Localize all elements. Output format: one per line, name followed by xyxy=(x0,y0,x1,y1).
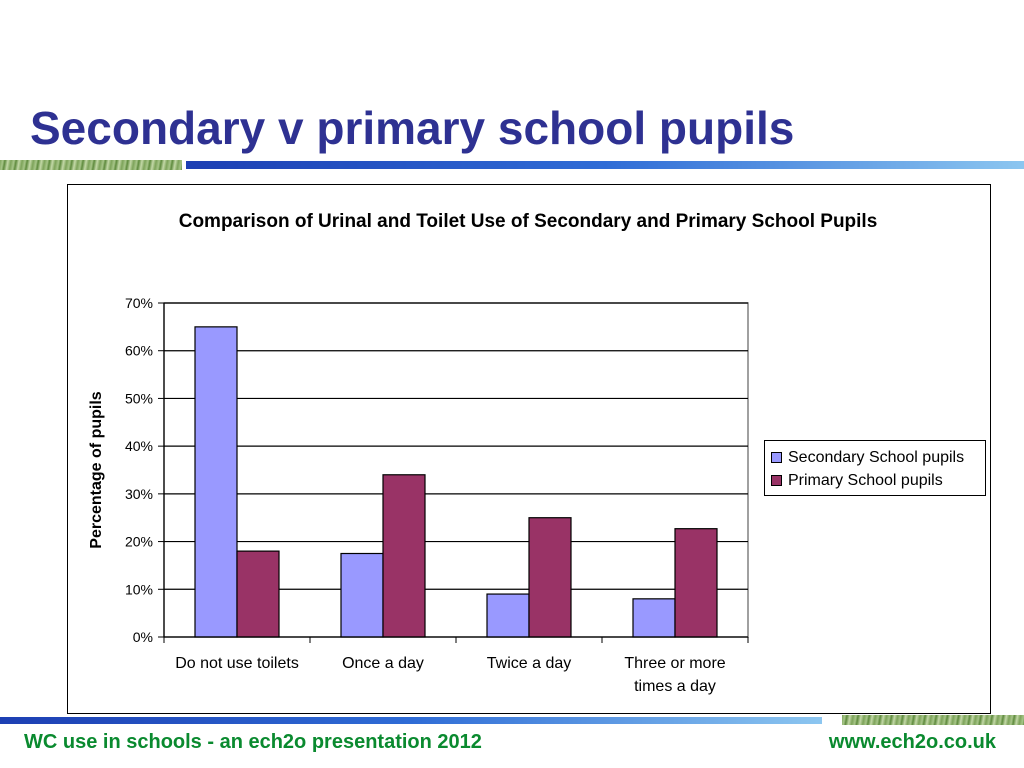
footer-presentation-title: WC use in schools - an ech2o presentation 2012 xyxy=(24,731,482,753)
footer-divider-band xyxy=(0,717,1024,725)
y-tick-label: 30% xyxy=(124,485,153,502)
footer-website: www.ech2o.co.uk xyxy=(828,731,996,753)
x-tick-label-line: Do not use toilets xyxy=(175,655,299,672)
x-tick-label xyxy=(342,655,424,672)
x-tick-label-line: Three or more xyxy=(624,655,726,672)
y-tick-label: 60% xyxy=(124,342,153,359)
y-tick-label: 0% xyxy=(132,629,153,645)
bar-primary xyxy=(383,475,425,637)
x-tick-label xyxy=(487,655,571,672)
legend-swatch-secondary xyxy=(771,452,782,463)
y-tick-label: 10% xyxy=(124,581,153,598)
legend-item-secondary xyxy=(771,446,985,469)
blue-stripe-top xyxy=(186,161,1024,169)
chart-title: Comparison of Urinal and Toilet Use of Secondary and Primary School Pupils xyxy=(178,211,878,232)
slide-title: Secondary v primary school pupils xyxy=(30,102,795,154)
chart-legend xyxy=(764,440,986,496)
bar-secondary xyxy=(341,554,383,638)
y-tick-label: 70% xyxy=(124,295,153,311)
legend-item-primary xyxy=(771,469,985,492)
x-tick-label xyxy=(175,655,299,672)
legend-swatch-primary xyxy=(771,475,782,486)
legend-label-primary: Primary School pupils xyxy=(788,471,943,489)
blue-stripe-bottom xyxy=(0,717,822,724)
y-tick-label: 50% xyxy=(124,390,153,407)
bar-primary xyxy=(237,551,279,637)
grass-strip-right xyxy=(842,715,1024,725)
bar-primary xyxy=(529,518,571,637)
x-tick-label-line: times a day xyxy=(634,678,716,695)
x-tick-label xyxy=(624,655,725,695)
x-tick-label-line: Once a day xyxy=(342,655,424,672)
bar-secondary xyxy=(487,594,529,637)
y-tick-label: 20% xyxy=(124,533,153,550)
legend-label-secondary: Secondary School pupils xyxy=(788,448,965,466)
grass-strip-left xyxy=(0,160,182,170)
bar-primary xyxy=(675,529,717,637)
y-axis-title: Percentage of pupils xyxy=(88,391,105,549)
x-tick-label-line: Twice a day xyxy=(486,655,572,672)
bars xyxy=(195,327,717,637)
chart-frame xyxy=(67,184,991,714)
y-tick-label: 40% xyxy=(124,438,153,455)
title-divider-band xyxy=(0,160,1024,170)
bar-secondary xyxy=(195,327,237,637)
bar-secondary xyxy=(633,599,675,637)
